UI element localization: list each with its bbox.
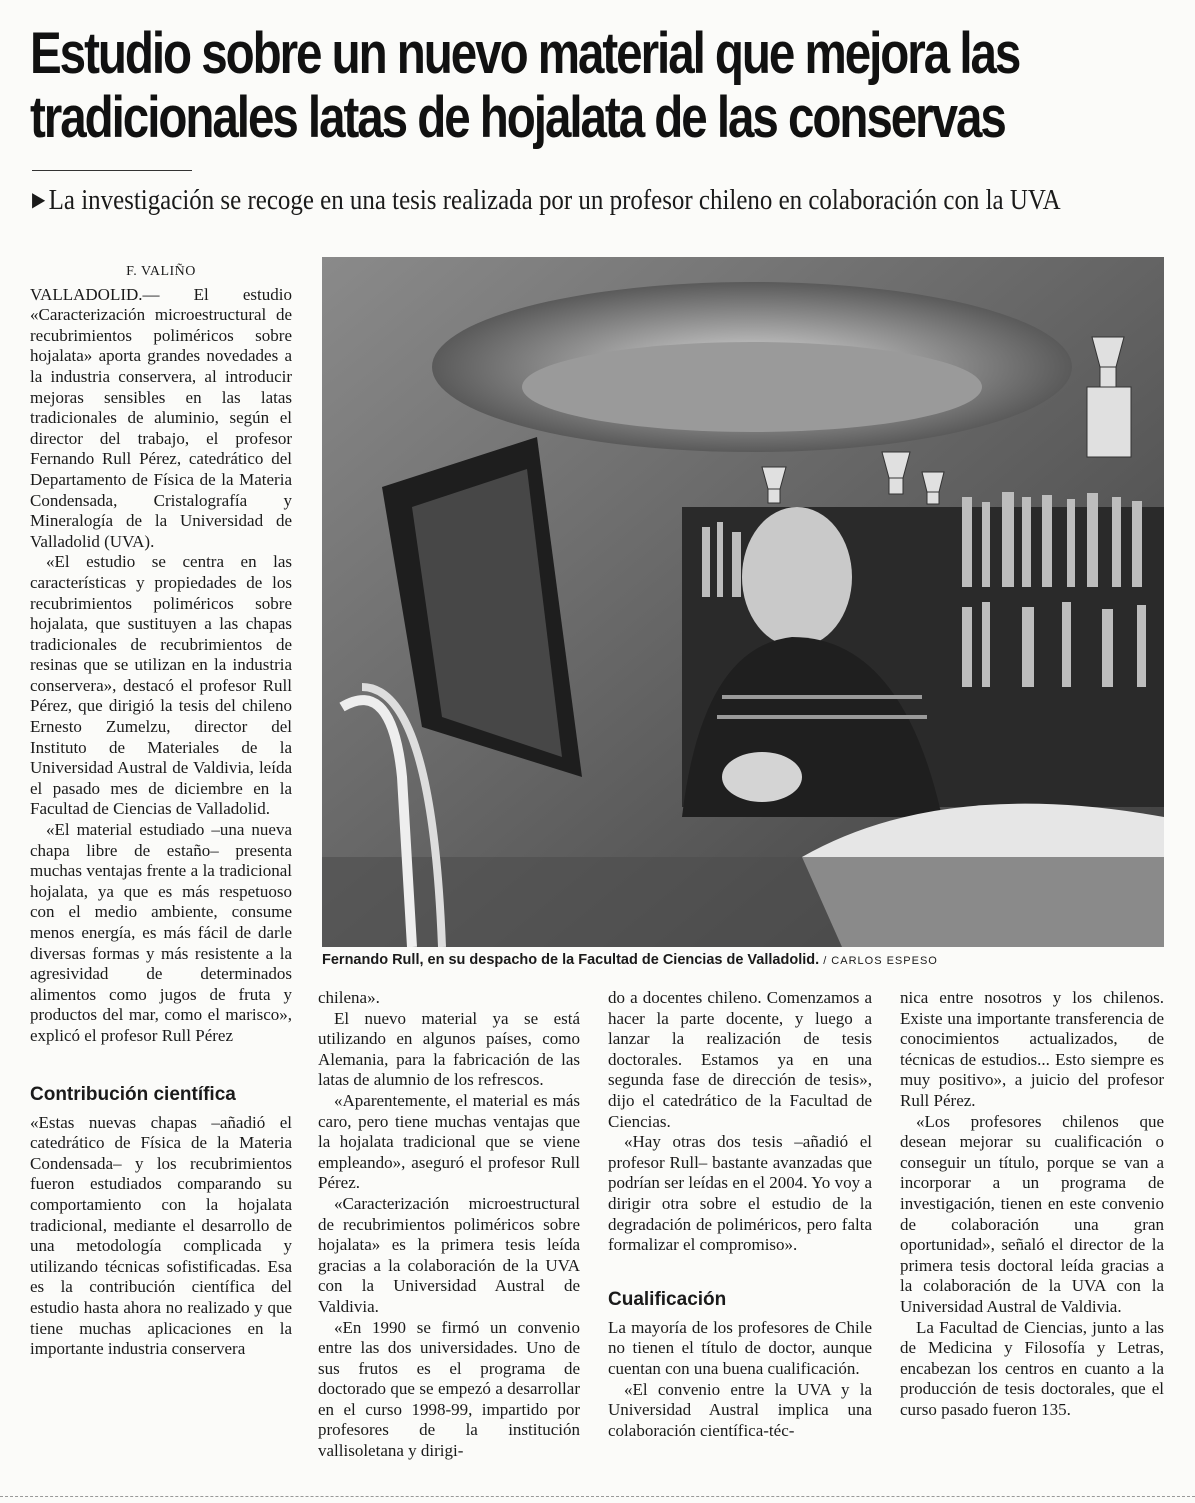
paragraph: «El estudio se centra en las características y propiedades de los recubrimientos poliméricos sobre hojalata, que sustituyen a las chapas tradicionales de recubrimientos de resinas que se utilizan en la industria conservera», destacó el profesor Rull Pérez, que dirigió la tesis del chileno Ernesto Zumelzu, director del Instituto de Materiales de la Universidad Austral de Valdivia, leída el pasado mes de diciembre en la Facultad de Ciencias de Valladolid. — [30, 552, 292, 819]
paragraph: El nuevo material ya se está utilizando en algunos países, como Alemania, para la fabricación de las latas de alumnio de los refrescos. — [318, 1008, 580, 1090]
office-photo-illustration — [322, 257, 1164, 947]
paragraph: «Estas nuevas chapas –añadió el catedrático de Física de la Materia Condensada– y los recubrimientos fueron estudiados comparando su comportamiento con la hojalata tradicional, mediante el desarrollo de una metodología complicada y utilizando técnicas sofistificadas. Esa es la contribución científica del estudio hasta ahora no realizado y que tiene muchas aplicaciones en la importante industria conservera — [30, 1112, 292, 1359]
paragraph: «En 1990 se firmó un convenio entre las dos universidades. Uno de sus frutos es el programa de doctorado que se empezó a desarrollar en el curso 1998-99, impartido por profesores de la institución vallisoletana y dirigi- — [318, 1317, 580, 1461]
article-column-1 — [30, 262, 292, 1360]
byline: F. VALIÑO — [126, 264, 196, 279]
article-column-4 — [900, 988, 1164, 1420]
page-bottom-rule — [0, 1496, 1195, 1497]
subtitle — [32, 183, 1061, 217]
paragraph: «Aparentemente, el material es más caro, pero tiene muchas ventajas que la hojalata tradicional que se viene empleando», aseguró el profesor Rull Pérez. — [318, 1090, 580, 1193]
headline-line-2: tradicionales latas de hojalata de las conservas — [30, 85, 1005, 150]
photo-caption — [322, 952, 1182, 968]
article-photo — [322, 257, 1164, 947]
paragraph: «Caracterización microestructural de recubrimientos poliméricos sobre hojalata» es la primera tesis leída gracias a la colaboración de la UVA con la Universidad Austral de Valdivia. — [318, 1193, 580, 1316]
paragraph: «Hay otras dos tesis –añadió el profesor Rull– bastante avanzadas que podrían ser leídas en el 2004. Yo voy a dirigir otra sobre el estudio de la degradación de poliméricos, pero falta formalizar el compromiso». — [608, 1132, 872, 1255]
play-arrow-icon: ▶ — [32, 189, 46, 211]
subhead-cualificacion: Cualificación — [608, 1288, 727, 1310]
paragraph: nica entre nosotros y los chilenos. Existe una importante transferencia de conocimientos actualizados, de técnicas de estudios... Esto siempre es muy positivo», a juicio del profesor Rull Pérez. — [900, 988, 1164, 1110]
paragraph: VALLADOLID.— El estudio «Caracterización microestructural de recubrimientos poliméricos sobre hojalata» aporta grandes novedades a la industria conservera, al introducir mejoras sensibles en las latas tradicionales de aluminio, según el director del trabajo, el profesor Fernando Rull Pérez, catedrático del Departamento de Física de la Materia Condensada, Cristalografía y Mineralogía de la Universidad de Valladolid (UVA). — [30, 284, 292, 551]
paragraph: La Facultad de Ciencias, junto a las de Medicina y Filosofía y Letras, encabezan los centros en cuanto a la producción de tesis doctorales, que el curso pasado fueron 135. — [900, 1317, 1164, 1419]
paragraph: do a docentes chileno. Comenzamos a hacer la parte docente, y luego a lanzar la realización de tesis doctorales. Estamos ya en una segunda fase de dirección de tesis», dijo el catedrático de la Facultad de Ciencias. — [608, 988, 872, 1131]
photo-credit: / CARLOS ESPESO — [823, 955, 938, 967]
paragraph: «El material estudiado –una nueva chapa libre de estaño– presenta muchas ventajas frente a la tradicional hojalata, ya que es más respetuoso con el medio ambiente, consume menos energía, es más fácil de darle diversas formas y más resistente a la agresividad de determinados alimentos como jugos de fruta y productos del mar, como el marisco», explicó el profesor Rull Pérez — [30, 820, 292, 1045]
subtitle-text: La investigación se recoge en una tesis realizada por un profesor chileno en colaboración con la UVA — [48, 184, 1061, 216]
paragraph: «Los profesores chilenos que desean mejorar su cualificación o conseguir un título, porque se van a incorporar a un programa de investigación, tienen en este convenio de colaboración una gran oportunidad», señaló el director de la primera tesis doctoral leída gracias a la colaboración de la UVA con la Universidad Austral de Valdivia. — [900, 1111, 1164, 1316]
headline — [30, 21, 1020, 150]
headline-rule — [32, 170, 192, 171]
paragraph: chilena». — [318, 988, 380, 1007]
caption-text: Fernando Rull, en su despacho de la Facultad de Ciencias de Valladolid. — [322, 952, 820, 968]
article-column-3 — [608, 988, 872, 1441]
article-column-2 — [318, 988, 580, 1462]
headline-line-1: Estudio sobre un nuevo material que mejora las — [30, 21, 1020, 86]
paragraph: «El convenio entre la UVA y la Universidad Austral implica una colaboración científica-téc- — [608, 1379, 872, 1440]
paragraph: La mayoría de los profesores de Chile no tienen el título de doctor, aunque cuentan con una buena cualificación. — [608, 1317, 872, 1378]
subhead-contribucion: Contribución científica — [30, 1083, 236, 1105]
